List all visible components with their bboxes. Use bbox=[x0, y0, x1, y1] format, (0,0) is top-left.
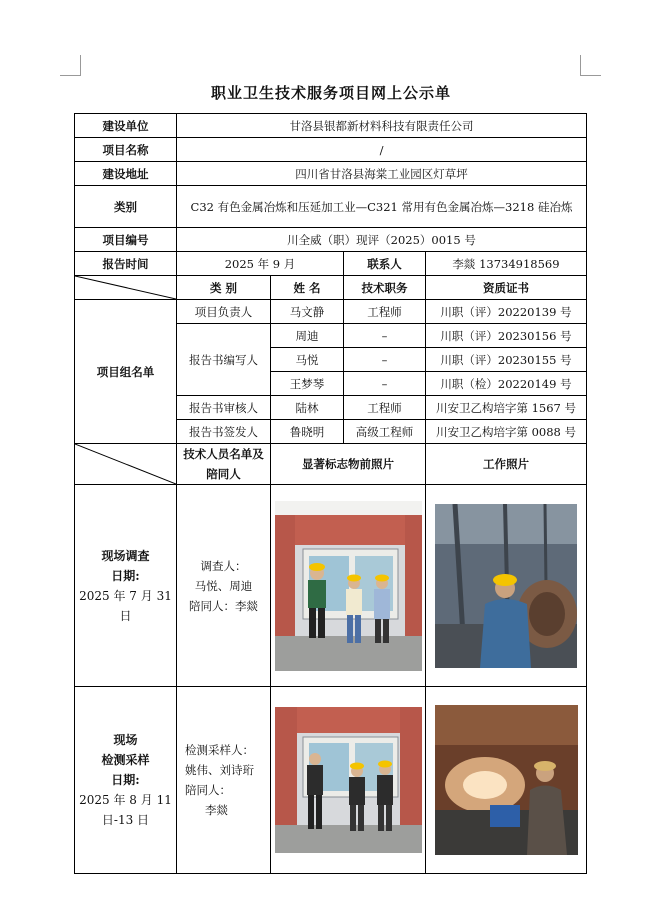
work-photo-survey bbox=[435, 504, 577, 668]
site-sampling-staff bbox=[177, 687, 271, 874]
team-member-cert: 川职（评）20230156 号 bbox=[426, 324, 587, 348]
team-header-name: 姓 名 bbox=[271, 276, 344, 300]
team-member-title: 工程师 bbox=[344, 300, 426, 324]
page-corner-mark-top-right bbox=[580, 55, 601, 76]
value-project-name: / bbox=[177, 138, 587, 162]
landmark-photo-cell bbox=[271, 687, 426, 874]
team-category: 项目负责人 bbox=[177, 300, 271, 324]
value-report-time: 2025 年 9 月 bbox=[177, 252, 344, 276]
team-member-cert: 川职（评）20220139 号 bbox=[426, 300, 587, 324]
site-sampling-date-label: 日期: bbox=[111, 773, 140, 787]
site-survey-title: 现场调查 bbox=[101, 548, 150, 563]
site-survey-label bbox=[75, 485, 177, 687]
label-project-number: 项目编号 bbox=[75, 228, 177, 252]
page-corner-mark-top-left bbox=[60, 55, 81, 76]
survey-staff-names: 马悦、周迪 bbox=[194, 578, 253, 593]
row-site-survey bbox=[75, 485, 587, 687]
team-row bbox=[75, 300, 587, 324]
label-report-time: 报告时间 bbox=[75, 252, 177, 276]
photo-header-landmark: 显著标志物前照片 bbox=[271, 444, 426, 485]
team-member-title: 高级工程师 bbox=[344, 420, 426, 444]
value-contact: 李燚 13734918569 bbox=[426, 252, 587, 276]
team-member-cert: 川职（检）20220149 号 bbox=[426, 372, 587, 396]
sampling-staff-names: 姚伟、刘诗珩 bbox=[185, 763, 254, 777]
diagonal-cell bbox=[75, 444, 177, 485]
document-title: 职业卫生技术服务项目网上公示单 bbox=[210, 84, 451, 102]
site-survey-date: 2025 年 7 月 31 日 bbox=[79, 588, 172, 623]
sampling-escort-name: 李燚 bbox=[205, 803, 228, 817]
value-construction-address: 四川省甘洛县海棠工业园区灯草坪 bbox=[177, 162, 587, 186]
row-site-sampling bbox=[75, 687, 587, 874]
row-project-number bbox=[75, 228, 587, 252]
team-member-title: – bbox=[344, 372, 426, 396]
value-construction-unit: 甘洛县银都新材料科技有限责任公司 bbox=[177, 114, 587, 138]
site-survey-staff bbox=[177, 485, 271, 687]
team-header-title: 技术职务 bbox=[344, 276, 426, 300]
team-category: 报告书审核人 bbox=[177, 396, 271, 420]
photo-header-work: 工作照片 bbox=[426, 444, 587, 485]
team-member-title: – bbox=[344, 324, 426, 348]
label-team-list: 项目组名单 bbox=[75, 300, 177, 444]
row-construction-unit bbox=[75, 114, 587, 138]
diagonal-cell bbox=[75, 276, 177, 300]
team-member-title: – bbox=[344, 348, 426, 372]
site-survey-date-label: 日期: bbox=[111, 568, 140, 583]
row-report-time bbox=[75, 252, 587, 276]
team-member-name: 马悦 bbox=[271, 348, 344, 372]
survey-escort: 陪同人：李燚 bbox=[189, 598, 258, 613]
work-photo-cell bbox=[426, 485, 587, 687]
work-photo-sampling bbox=[435, 705, 578, 855]
value-project-number: 川全威（职）现评（2025）0015 号 bbox=[177, 228, 587, 252]
label-category: 类别 bbox=[75, 186, 177, 228]
team-member-name: 马文静 bbox=[271, 300, 344, 324]
team-member-name: 王梦琴 bbox=[271, 372, 344, 396]
team-category: 报告书签发人 bbox=[177, 420, 271, 444]
team-member-cert: 川职（评）20230155 号 bbox=[426, 348, 587, 372]
row-project-name bbox=[75, 138, 587, 162]
site-sampling-title-2: 检测采样 bbox=[101, 753, 150, 767]
team-header-cert: 资质证书 bbox=[426, 276, 587, 300]
publicity-table bbox=[74, 113, 587, 874]
row-category bbox=[75, 186, 587, 228]
team-member-name: 陆林 bbox=[271, 396, 344, 420]
row-photo-header bbox=[75, 444, 587, 485]
survey-staff-label: 调查人： bbox=[200, 558, 247, 573]
team-member-cert: 川安卫乙构培字第 0088 号 bbox=[426, 420, 587, 444]
team-member-name: 鲁晓明 bbox=[271, 420, 344, 444]
sampling-escort-label: 陪同人： bbox=[185, 783, 231, 797]
row-construction-address bbox=[75, 162, 587, 186]
landmark-photo-cell bbox=[271, 485, 426, 687]
team-category: 报告书编写人 bbox=[177, 324, 271, 396]
value-category: C32 有色金属冶炼和压延加工业—C321 常用有色金属冶炼—3218 硅冶炼 bbox=[177, 186, 587, 228]
site-sampling-date: 2025 年 8 月 11 日-13 日 bbox=[79, 793, 172, 827]
label-construction-address: 建设地址 bbox=[75, 162, 177, 186]
team-header-category: 类 别 bbox=[177, 276, 271, 300]
photo-header-staff: 技术人员名单及陪同人 bbox=[177, 444, 271, 485]
landmark-photo-sampling bbox=[275, 707, 422, 853]
team-member-title: 工程师 bbox=[344, 396, 426, 420]
landmark-photo-survey bbox=[275, 501, 422, 671]
work-photo-cell bbox=[426, 687, 587, 874]
site-sampling-title-1: 现场 bbox=[113, 733, 138, 747]
row-team-header bbox=[75, 276, 587, 300]
label-project-name: 项目名称 bbox=[75, 138, 177, 162]
site-sampling-label bbox=[75, 687, 177, 874]
team-member-cert: 川安卫乙构培字第 1567 号 bbox=[426, 396, 587, 420]
label-contact: 联系人 bbox=[344, 252, 426, 276]
label-construction-unit: 建设单位 bbox=[75, 114, 177, 138]
sampling-staff-label: 检测采样人： bbox=[185, 743, 254, 757]
team-member-name: 周迪 bbox=[271, 324, 344, 348]
